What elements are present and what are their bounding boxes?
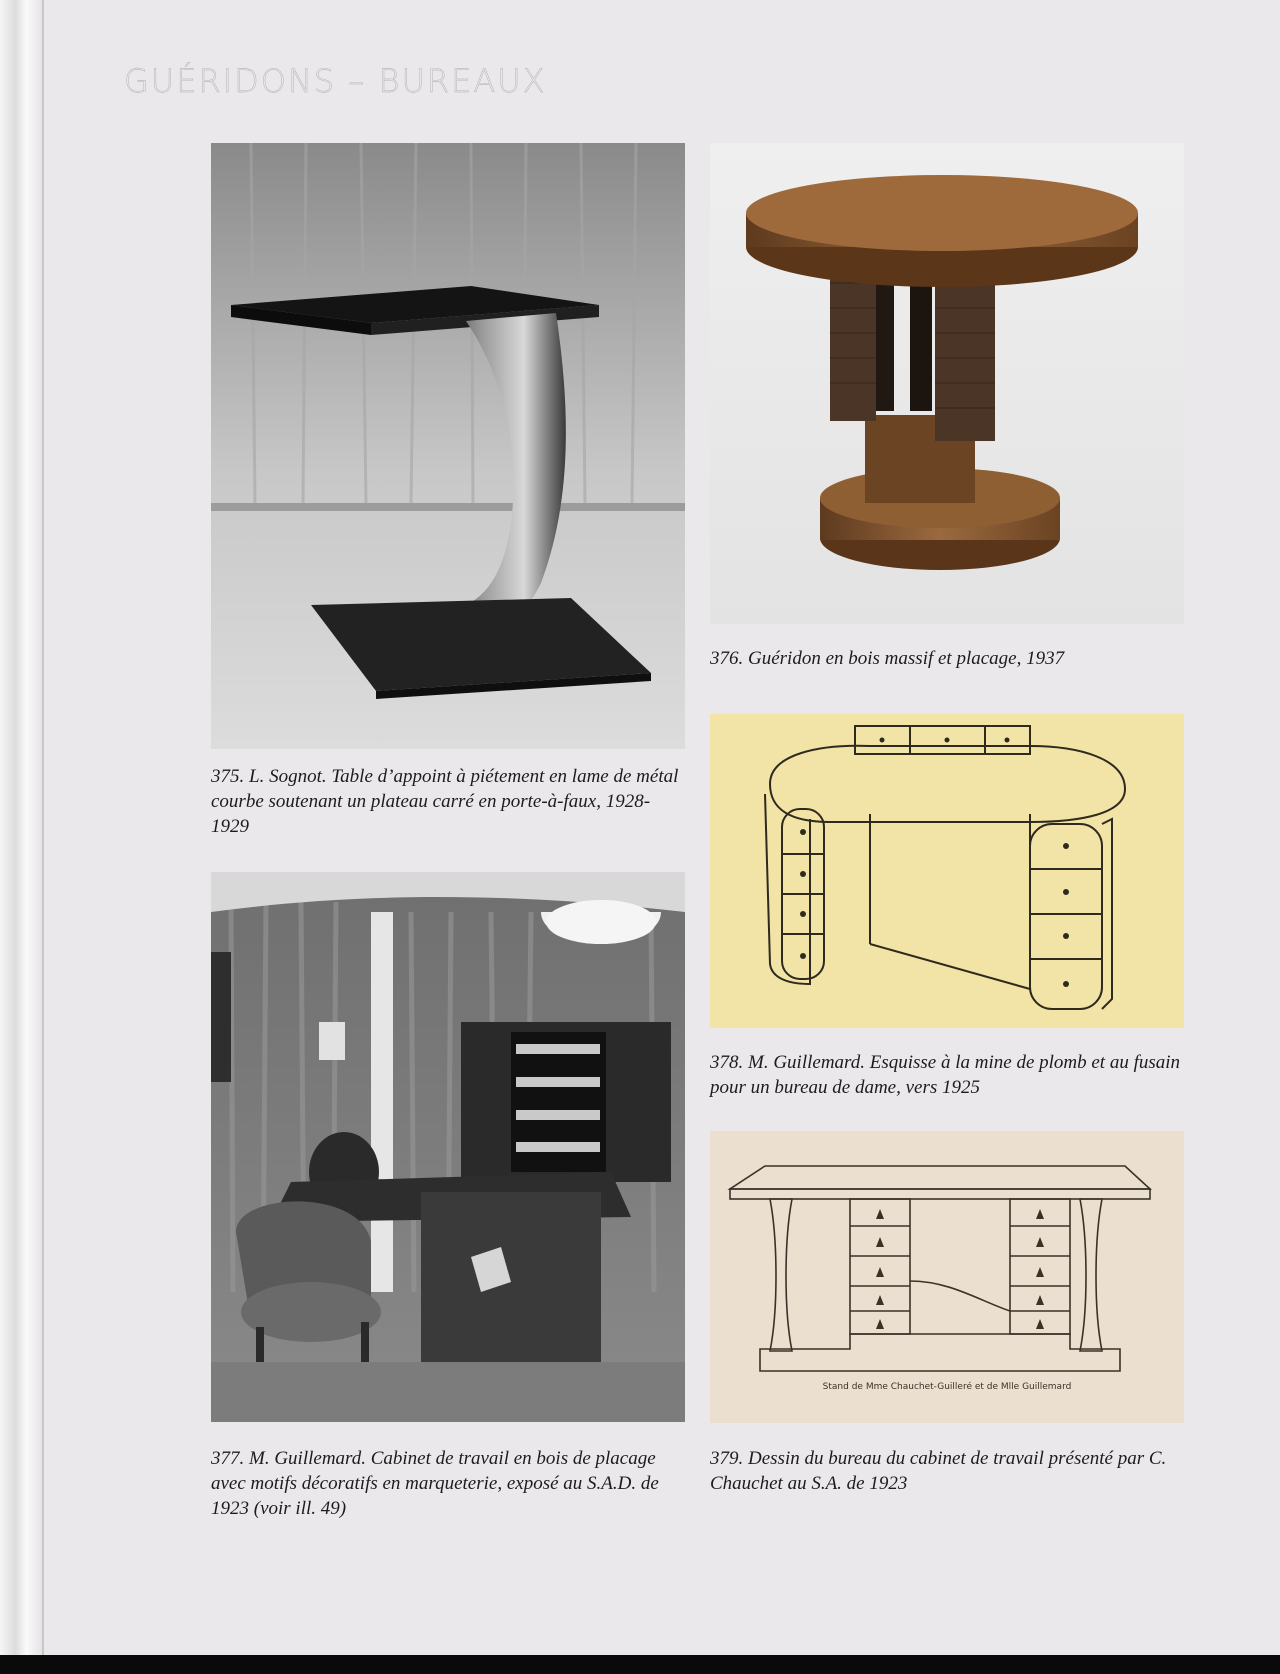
- running-title: GUÉRIDONS – BUREAUX: [124, 62, 547, 100]
- photo-375-sognot-side-table: [211, 143, 685, 749]
- caption-379: 379. Dessin du bureau du cabinet de travail présenté par C. Chauchet au S.A. de 1923: [710, 1448, 1167, 1494]
- sketch-378-ladies-desk: [710, 714, 1184, 1028]
- caption-378: 378. M. Guillemard. Esquisse à la mine de plomb et au fusain pour un bureau de dame, vers 1925: [710, 1052, 1181, 1098]
- drawing-379-study-desk: [710, 1131, 1184, 1423]
- caption-377: 377. M. Guillemard. Cabinet de travail en bois de placage avec motifs décoratifs en marqueterie, exposé au S.A.D. de 1923 (voir ill. 49): [211, 1448, 659, 1519]
- caption-376: 376. Guéridon en bois massif et placage, 1937: [710, 648, 1065, 669]
- scan-bottom-edge: [0, 1655, 1280, 1674]
- drawing-inscription: Stand de Mme Chauchet-Guilleré et de Mlle Guillemard: [822, 1382, 1072, 1392]
- caption-375: 375. L. Sognot. Table d’appoint à piétement en lame de métal courbe soutenant un plateau carré en porte-à-faux, 1928-1929: [211, 766, 679, 837]
- photo-376-gueridon-wood: [710, 143, 1184, 624]
- page-spine-edge: [0, 0, 44, 1674]
- photo-377-study-room: [211, 872, 685, 1422]
